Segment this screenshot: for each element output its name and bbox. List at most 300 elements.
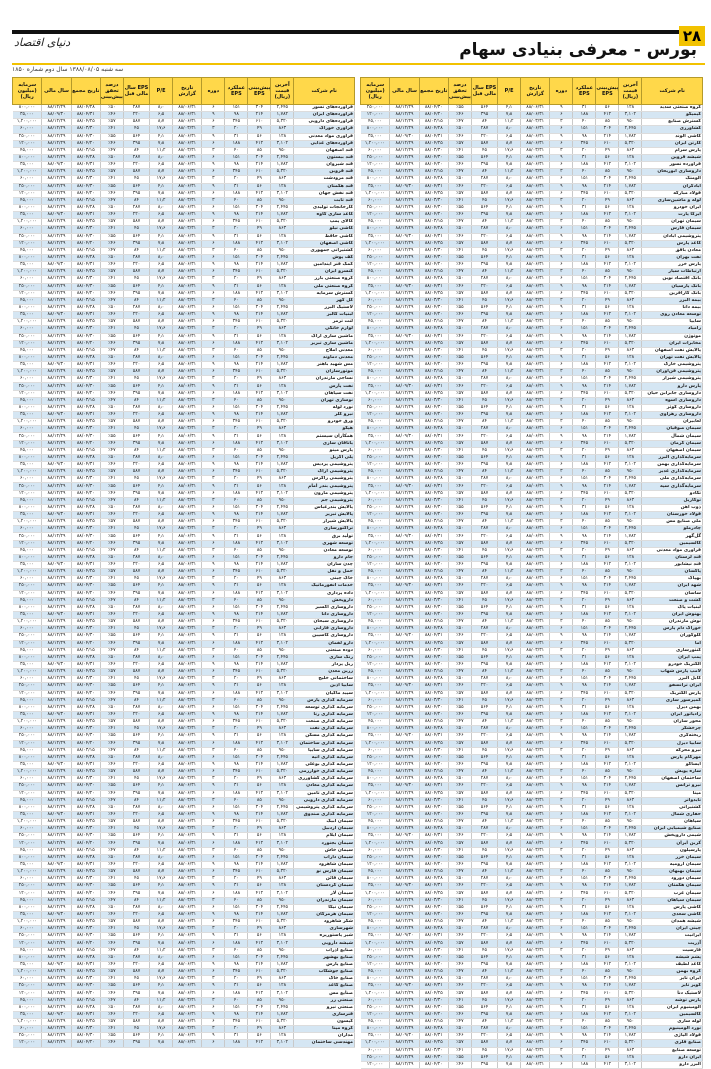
table-row bbox=[361, 347, 703, 354]
table-cell: ٪۴۶ bbox=[448, 433, 471, 440]
table-cell: ٪۵۵ bbox=[448, 504, 471, 511]
table-cell: ۸۸/۰۳/۳۱ bbox=[173, 876, 202, 883]
company-name: کشاورزی bbox=[642, 126, 703, 133]
table-cell: ۱۷٫۶ bbox=[150, 676, 173, 683]
table-cell: ۱۲۸ bbox=[619, 904, 642, 911]
table-cell: ۸۴ bbox=[123, 347, 149, 354]
table-cell: ۴٫۱ bbox=[498, 105, 521, 112]
table-cell: ۸٫۰ bbox=[498, 226, 521, 233]
table-cell: ۸۸/۱۲/۲۹ bbox=[390, 119, 419, 126]
company-name: محور سازان bbox=[642, 719, 703, 726]
company-name: سرمایه گذاری ساختمان bbox=[294, 740, 355, 747]
table-cell: ۸۸/۰۶/۳۱ bbox=[521, 926, 550, 933]
table-cell: ۲,۴۴۵ bbox=[271, 1004, 294, 1011]
top-rule bbox=[12, 30, 705, 34]
table-cell: ۳۴۵ bbox=[225, 1019, 248, 1026]
company-name: قند ثابت bbox=[294, 197, 355, 204]
table-cell: ۵۸۷ bbox=[471, 490, 497, 497]
table-cell: ۸٫۷ bbox=[498, 590, 521, 597]
company-name: ذوب آهن bbox=[642, 504, 703, 511]
table-cell: ۸۸/۰۶/۳۱ bbox=[521, 133, 550, 140]
table-cell: ۷٫۸ bbox=[498, 611, 521, 618]
table-cell: ۱۲۰,۰۰۰ bbox=[13, 840, 42, 847]
table-cell: ٪۴۶ bbox=[448, 462, 471, 469]
table-cell: ٪۴۶ bbox=[448, 961, 471, 968]
company-name: سیمان بهبهان bbox=[642, 869, 703, 876]
table-cell: ۵۶ bbox=[248, 683, 271, 690]
table-cell: ٪۴۷ bbox=[448, 519, 471, 526]
table-cell: ۸۶۳ bbox=[271, 476, 294, 483]
table-cell: ۶۱۰ bbox=[248, 519, 271, 526]
table-cell: ٪۴۶ bbox=[448, 333, 471, 340]
table-cell: ۳۵,۰۰۰ bbox=[13, 412, 42, 419]
table-cell: ۴۱۲ bbox=[596, 562, 619, 569]
table-row bbox=[361, 447, 703, 454]
table-cell: ۸۸/۰۶/۳۱ bbox=[173, 569, 202, 576]
company-name: نفت سپاهان bbox=[294, 390, 355, 397]
table-cell: ۴٫۱ bbox=[498, 354, 521, 361]
table-cell: ۱,۷۸۲ bbox=[619, 333, 642, 340]
table-cell: ۴۹ bbox=[596, 797, 619, 804]
table-cell: ۳,۱۰۲ bbox=[619, 212, 642, 219]
table-cell: ۱,۲۰۰,۰۰۰ bbox=[13, 869, 42, 876]
table-cell: ۳ bbox=[202, 797, 225, 804]
table-cell: ۴۱۲ bbox=[248, 890, 271, 897]
table-cell: ۸۵ bbox=[596, 419, 619, 426]
table-cell: ۸۸/۰۶/۳۱ bbox=[521, 426, 550, 433]
table-cell: ۸۸/۰۴/۲۰ bbox=[419, 412, 448, 419]
table-row bbox=[13, 119, 355, 126]
table-cell: ۵۶ bbox=[248, 633, 271, 640]
table-cell: ۳ bbox=[550, 169, 573, 176]
table-cell: ۸۸/۰۴/۳۱ bbox=[419, 533, 448, 540]
table-cell: ۴۵ bbox=[123, 826, 149, 833]
table-cell: ۸۸/۰۴/۲۵ bbox=[71, 169, 100, 176]
table-cell: ۶٫۵ bbox=[498, 283, 521, 290]
table-cell: ۹ bbox=[550, 783, 573, 790]
table-cell: ۱,۲۰۰,۰۰۰ bbox=[361, 590, 390, 597]
table-cell: ۶۱۰ bbox=[248, 619, 271, 626]
table-cell: ۸۸/۰۴/۲۵ bbox=[419, 140, 448, 147]
table-cell: ۶۱۰ bbox=[596, 140, 619, 147]
table-cell: ۸۰۰,۰۰۰ bbox=[361, 576, 390, 583]
table-row bbox=[13, 105, 355, 112]
table-cell: ۸۸/۰۴/۲۸ bbox=[71, 604, 100, 611]
table-cell: ۸۸/۰۳/۱۵ bbox=[71, 247, 100, 254]
company-name: توسعه صنایع bbox=[642, 1047, 703, 1054]
table-cell: ٪۴۷ bbox=[448, 469, 471, 476]
table-cell: ۸۸/۰۳/۱۵ bbox=[419, 219, 448, 226]
table-cell: ۶ bbox=[202, 204, 225, 211]
table-cell: ۶ bbox=[550, 390, 573, 397]
company-name: سیمان نیکا bbox=[294, 904, 355, 911]
table-row bbox=[361, 1019, 703, 1026]
table-cell: ۱,۷۸۲ bbox=[271, 661, 294, 668]
table-cell: ۹۵۰ bbox=[271, 947, 294, 954]
table-cell: ۵,۳۲۰ bbox=[271, 469, 294, 476]
table-cell: ۴۹ bbox=[596, 947, 619, 954]
table-cell: ۱۲۸ bbox=[619, 354, 642, 361]
company-name: صنایع آذرآب bbox=[294, 947, 355, 954]
table-cell: ۸٫۷ bbox=[498, 840, 521, 847]
left-header-3: عملکرد EPS bbox=[225, 78, 248, 105]
table-cell: ۱۸۸ bbox=[225, 690, 248, 697]
table-cell: ۱۱٫۲ bbox=[498, 419, 521, 426]
table-cell: ۸۸/۰۴/۳۰ bbox=[71, 683, 100, 690]
table-cell: ۸۸/۰۳/۳۰ bbox=[71, 826, 100, 833]
table-cell: ۲۰ bbox=[225, 476, 248, 483]
table-cell: ۲,۴۴۵ bbox=[271, 304, 294, 311]
table-cell: ۲۰ bbox=[573, 297, 596, 304]
table-cell: ٪۴۱ bbox=[448, 397, 471, 404]
table-cell: ۸۸/۱۲/۲۹ bbox=[42, 647, 71, 654]
table-cell: ۸۸/۰۴/۳۰ bbox=[419, 654, 448, 661]
table-cell: ۹۸ bbox=[573, 833, 596, 840]
table-cell: ٪۴۶ bbox=[100, 140, 123, 147]
table-cell: ۸۸/۰۴/۲۸ bbox=[419, 626, 448, 633]
table-row bbox=[13, 926, 355, 933]
table-cell: ۷٫۸ bbox=[498, 162, 521, 169]
table-cell: ۸٫۰ bbox=[150, 105, 173, 112]
table-cell: ۸۸/۰۴/۳۰ bbox=[419, 105, 448, 112]
table-cell: ۴۹ bbox=[248, 826, 271, 833]
table-cell: ۸۸/۰۳/۳۱ bbox=[173, 326, 202, 333]
company-name: مخابرات ایران bbox=[642, 340, 703, 347]
table-cell: ۸۸/۰۴/۳۰ bbox=[71, 733, 100, 740]
table-cell: ۲,۴۴۵ bbox=[271, 954, 294, 961]
table-cell: ۸۸/۰۶/۳۱ bbox=[521, 661, 550, 668]
table-cell: ۸۸/۱۲/۲۹ bbox=[42, 247, 71, 254]
table-cell: ۱۲۰,۰۰۰ bbox=[361, 811, 390, 818]
company-name: لاستیک البرز bbox=[294, 304, 355, 311]
table-cell: ۲۱۴ bbox=[248, 961, 271, 968]
table-cell: ۸۸/۰۳/۳۰ bbox=[419, 697, 448, 704]
table-cell: ۵۶۴ bbox=[471, 904, 497, 911]
table-cell: ۳ bbox=[550, 769, 573, 776]
table-row bbox=[13, 619, 355, 626]
table-cell: ۴۱۲ bbox=[596, 412, 619, 419]
table-row bbox=[13, 876, 355, 883]
table-cell: ۳۰۴ bbox=[248, 404, 271, 411]
table-cell: ۵۶ bbox=[248, 533, 271, 540]
table-cell: ۳۵,۰۰۰ bbox=[13, 661, 42, 668]
table-row bbox=[13, 169, 355, 176]
table-cell: ۶٫۵ bbox=[498, 983, 521, 990]
table-cell: ۵,۳۲۰ bbox=[619, 140, 642, 147]
table-cell: ۸۶۳ bbox=[619, 197, 642, 204]
table-row bbox=[361, 440, 703, 447]
table-cell: ٪۴۶ bbox=[100, 290, 123, 297]
table-cell: ۳۰۴ bbox=[248, 254, 271, 261]
table-cell: ۸۸/۱۲/۲۹ bbox=[42, 519, 71, 526]
table-cell: ۵۶ bbox=[248, 333, 271, 340]
table-cell: ۸۸/۰۶/۳۱ bbox=[173, 390, 202, 397]
table-cell: ۴۵,۰۰۰ bbox=[13, 897, 42, 904]
table-cell: ۴۰ bbox=[573, 469, 596, 476]
table-cell: ۸۸/۱۲/۲۹ bbox=[42, 683, 71, 690]
company-name: فرآورده‌های نسوز bbox=[294, 105, 355, 112]
table-cell: ۸۸/۰۴/۲۵ bbox=[71, 969, 100, 976]
company-name: گروه صنعتی ملی bbox=[294, 283, 355, 290]
table-cell: ۳ bbox=[550, 247, 573, 254]
table-cell: ۱۵۱ bbox=[573, 426, 596, 433]
table-cell: ۵۸۷ bbox=[123, 619, 149, 626]
table-cell: ۲۲۰ bbox=[471, 283, 497, 290]
table-cell: ۹ bbox=[550, 833, 573, 840]
table-cell: ۲۱۴ bbox=[596, 333, 619, 340]
table-row bbox=[13, 890, 355, 897]
table-cell: ۹ bbox=[550, 333, 573, 340]
table-cell: ٪۴۶ bbox=[100, 990, 123, 997]
table-cell: ٪۴۱ bbox=[100, 876, 123, 883]
table-cell: ۳۴۵ bbox=[573, 440, 596, 447]
table-cell: ۸۸/۰۳/۳۱ bbox=[521, 197, 550, 204]
table-row bbox=[13, 190, 355, 197]
table-cell: ۸٫۷ bbox=[498, 390, 521, 397]
table-row bbox=[361, 590, 703, 597]
table-row bbox=[13, 997, 355, 1004]
table-row bbox=[13, 497, 355, 504]
table-cell: ۶ bbox=[550, 926, 573, 933]
table-cell: ۲۵۰,۰۰۰ bbox=[13, 283, 42, 290]
table-cell: ۲۰ bbox=[573, 447, 596, 454]
table-row bbox=[13, 990, 355, 997]
table-cell: ۱۲۸ bbox=[271, 833, 294, 840]
table-cell: ۸۸/۰۳/۱۵ bbox=[419, 319, 448, 326]
table-cell: ۴۹ bbox=[596, 647, 619, 654]
table-cell: ۸۸/۰۴/۳۱ bbox=[419, 733, 448, 740]
table-cell: ٪۴۱ bbox=[448, 1047, 471, 1054]
table-cell: ۴٫۱ bbox=[498, 754, 521, 761]
table-cell: ۸۸/۱۲/۲۹ bbox=[390, 197, 419, 204]
table-cell: ۵۶ bbox=[248, 983, 271, 990]
table-cell: ۱۸۸ bbox=[573, 412, 596, 419]
company-name: سرمایه گذاری رنا bbox=[294, 711, 355, 718]
table-cell: ۸۸/۱۲/۲۹ bbox=[390, 1054, 419, 1061]
table-cell: ۲۰ bbox=[225, 576, 248, 583]
table-cell: ۸۸/۰۶/۳۱ bbox=[521, 312, 550, 319]
table-cell: ۳,۱۰۲ bbox=[271, 490, 294, 497]
table-cell: ۶ bbox=[550, 112, 573, 119]
table-cell: ۱۷٫۶ bbox=[498, 997, 521, 1004]
table-cell: ۴۹ bbox=[248, 276, 271, 283]
table-cell: ۱۲۸ bbox=[619, 554, 642, 561]
table-cell: ۴۹ bbox=[596, 147, 619, 154]
table-cell: ۸۸/۰۶/۳۱ bbox=[521, 433, 550, 440]
table-cell: ۸۸/۰۴/۲۵ bbox=[419, 290, 448, 297]
table-cell: ۶۱۰ bbox=[596, 340, 619, 347]
table-cell: ۱۲۰,۰۰۰ bbox=[361, 1061, 390, 1068]
table-cell: ۸٫۷ bbox=[150, 1019, 173, 1026]
company-name: فرآوری خوراک bbox=[294, 126, 355, 133]
company-name: آلومتک bbox=[642, 176, 703, 183]
company-name: نیرو ترانس bbox=[642, 783, 703, 790]
table-cell: ۴٫۱ bbox=[150, 283, 173, 290]
table-cell: ۵۶۴ bbox=[123, 733, 149, 740]
table-cell: ۸۰۰,۰۰۰ bbox=[13, 904, 42, 911]
company-name: سرمایه گذاری دارویی bbox=[294, 797, 355, 804]
table-cell: ۸۸/۱۲/۲۹ bbox=[42, 126, 71, 133]
table-cell: ۳ bbox=[550, 1019, 573, 1026]
table-cell: ۸۶۳ bbox=[271, 176, 294, 183]
company-name: پتروشیمی جم bbox=[294, 497, 355, 504]
table-cell: ۵۸۷ bbox=[471, 440, 497, 447]
table-cell: ۳ bbox=[202, 576, 225, 583]
table-cell: ۶ bbox=[550, 1011, 573, 1018]
table-cell: ۵۶ bbox=[596, 654, 619, 661]
table-row bbox=[13, 954, 355, 961]
table-cell: ۳,۱۰۲ bbox=[271, 440, 294, 447]
table-cell: ۸۸/۱۲/۲۹ bbox=[390, 626, 419, 633]
table-row bbox=[361, 804, 703, 811]
table-cell: ۸۸/۰۳/۱۵ bbox=[71, 747, 100, 754]
company-name: پارس الکتریک bbox=[642, 690, 703, 697]
table-cell: ۹ bbox=[550, 904, 573, 911]
table-cell: ٪۵۵ bbox=[100, 633, 123, 640]
table-row bbox=[361, 961, 703, 968]
table-cell: ۸۸/۱۲/۲۹ bbox=[42, 876, 71, 883]
table-cell: ۳۹۵ bbox=[123, 140, 149, 147]
table-cell: ۱,۲۰۰,۰۰۰ bbox=[13, 469, 42, 476]
table-cell: ۱۷٫۶ bbox=[150, 376, 173, 383]
table-cell: ۳۵,۰۰۰ bbox=[361, 483, 390, 490]
table-cell: ۹۵۰ bbox=[619, 969, 642, 976]
table-cell: ۸۸/۱۲/۲۹ bbox=[390, 1026, 419, 1033]
table-cell: ۱۲۸ bbox=[619, 954, 642, 961]
table-cell: ۸٫۰ bbox=[498, 326, 521, 333]
table-cell: ۲۱۴ bbox=[248, 562, 271, 569]
table-row bbox=[361, 1033, 703, 1040]
table-cell: ۴٫۱ bbox=[150, 133, 173, 140]
table-cell: ۲,۴۴۵ bbox=[271, 854, 294, 861]
table-cell: ۳۱ bbox=[573, 254, 596, 261]
table-cell: ۸۸/۰۳/۳۱ bbox=[521, 997, 550, 1004]
table-cell: ۴۵,۰۰۰ bbox=[13, 347, 42, 354]
table-cell: ۱,۲۰۰,۰۰۰ bbox=[13, 169, 42, 176]
table-cell: ۸٫۷ bbox=[498, 240, 521, 247]
table-cell: ۸۸/۰۶/۳۱ bbox=[173, 290, 202, 297]
company-name: سرمایه گذاری نفت bbox=[294, 726, 355, 733]
table-cell: ۳ bbox=[202, 247, 225, 254]
table-cell: ۲۵۰,۰۰۰ bbox=[13, 933, 42, 940]
table-cell: ۹۵۰ bbox=[619, 319, 642, 326]
table-cell: ۹ bbox=[202, 711, 225, 718]
table-cell: ۲۱۴ bbox=[596, 133, 619, 140]
table-cell: ۱۲۸ bbox=[271, 433, 294, 440]
table-cell: ۸۶۳ bbox=[619, 497, 642, 504]
table-cell: ۹۵۰ bbox=[619, 669, 642, 676]
table-cell: ۸۶۳ bbox=[271, 276, 294, 283]
table-row bbox=[13, 240, 355, 247]
table-row bbox=[361, 254, 703, 261]
company-name: ایرکا پارت bbox=[642, 212, 703, 219]
table-cell: ۳۱ bbox=[225, 833, 248, 840]
table-cell: ۸۸/۱۲/۲۹ bbox=[42, 869, 71, 876]
table-cell: ۴۰ bbox=[225, 997, 248, 1004]
table-cell: ٪۴۷ bbox=[100, 147, 123, 154]
table-cell: ٪۴۷ bbox=[100, 997, 123, 1004]
table-cell: ۳,۱۰۲ bbox=[271, 540, 294, 547]
table-cell: ۲۸۷ bbox=[123, 254, 149, 261]
table-cell: ٪۴۱ bbox=[100, 226, 123, 233]
table-cell: ۶ bbox=[550, 540, 573, 547]
table-cell: ۱۲۸ bbox=[271, 783, 294, 790]
table-cell: ۵۶ bbox=[248, 1033, 271, 1040]
table-cell: ۸٫۰ bbox=[150, 654, 173, 661]
table-cell: ۳ bbox=[550, 819, 573, 826]
table-cell: ٪۴۶ bbox=[448, 583, 471, 590]
table-cell: ۹ bbox=[550, 804, 573, 811]
table-cell: ٪۴۶ bbox=[448, 811, 471, 818]
table-cell: ۱,۷۸۲ bbox=[271, 611, 294, 618]
table-cell: ۴۹ bbox=[596, 897, 619, 904]
table-cell: ۵,۳۲۰ bbox=[619, 490, 642, 497]
table-cell: ۴۵ bbox=[471, 247, 497, 254]
table-cell: ۸۸/۱۲/۲۹ bbox=[390, 269, 419, 276]
table-cell: ۹۵۰ bbox=[619, 619, 642, 626]
table-cell: ۸۰۰,۰۰۰ bbox=[361, 126, 390, 133]
table-cell: ۸۸/۰۶/۳۱ bbox=[173, 269, 202, 276]
table-cell: ۴۵ bbox=[123, 326, 149, 333]
table-cell: ۳,۱۰۲ bbox=[619, 811, 642, 818]
table-cell: ۴۹ bbox=[248, 926, 271, 933]
table-cell: ٪۵۷ bbox=[100, 419, 123, 426]
table-row bbox=[13, 983, 355, 990]
table-row bbox=[13, 183, 355, 190]
table-cell: ۸۸/۰۴/۲۰ bbox=[71, 440, 100, 447]
table-cell: ۱۲۰,۰۰۰ bbox=[13, 790, 42, 797]
table-cell: ۸٫۷ bbox=[498, 990, 521, 997]
table-cell: ۴۱۲ bbox=[248, 340, 271, 347]
table-cell: ۲,۴۴۵ bbox=[619, 726, 642, 733]
company-name: کاشی حافظ bbox=[294, 233, 355, 240]
table-cell: ۴۹ bbox=[248, 226, 271, 233]
table-cell: ۸۸/۱۲/۲۹ bbox=[390, 404, 419, 411]
table-cell: ٪۴۱ bbox=[448, 897, 471, 904]
table-cell: ۴۹ bbox=[596, 247, 619, 254]
table-cell: ٪۴۶ bbox=[100, 790, 123, 797]
table-cell: ۵۸۷ bbox=[471, 240, 497, 247]
table-cell: ۲,۴۴۵ bbox=[619, 576, 642, 583]
table-cell: ۹ bbox=[550, 433, 573, 440]
table-cell: ۴۱۲ bbox=[248, 840, 271, 847]
table-cell: ۸٫۰ bbox=[498, 676, 521, 683]
table-cell: ۸۸/۰۳/۱۵ bbox=[71, 297, 100, 304]
table-cell: ۲۱۴ bbox=[248, 512, 271, 519]
company-name: یاتاقان سازی bbox=[294, 440, 355, 447]
table-cell: ۳۵,۰۰۰ bbox=[13, 611, 42, 618]
table-cell: ۸۸/۰۴/۳۰ bbox=[71, 333, 100, 340]
table-cell: ۲,۴۴۵ bbox=[271, 754, 294, 761]
table-cell: ۹ bbox=[202, 412, 225, 419]
table-cell: ۸۸/۰۶/۳۱ bbox=[173, 512, 202, 519]
table-row bbox=[13, 554, 355, 561]
table-cell: ٪۴۷ bbox=[448, 269, 471, 276]
table-cell: ۸۸/۰۴/۲۸ bbox=[71, 304, 100, 311]
table-cell: ۸۸/۰۶/۳۱ bbox=[173, 954, 202, 961]
table-cell: ۸۸/۱۲/۲۹ bbox=[42, 197, 71, 204]
table-cell: ۲,۴۴۵ bbox=[271, 154, 294, 161]
table-cell: ۵۶۴ bbox=[471, 804, 497, 811]
table-cell: ۸۸/۰۶/۳۱ bbox=[173, 940, 202, 947]
company-name: آذریت bbox=[642, 940, 703, 947]
table-cell: ۶۱۰ bbox=[596, 190, 619, 197]
table-cell: ۸۸/۰۴/۳۱ bbox=[71, 112, 100, 119]
table-cell: ۳۰۴ bbox=[596, 776, 619, 783]
table-cell: ۸۸/۰۴/۳۰ bbox=[419, 854, 448, 861]
table-cell: ۲۰ bbox=[573, 197, 596, 204]
table-cell: ۶٫۵ bbox=[498, 483, 521, 490]
